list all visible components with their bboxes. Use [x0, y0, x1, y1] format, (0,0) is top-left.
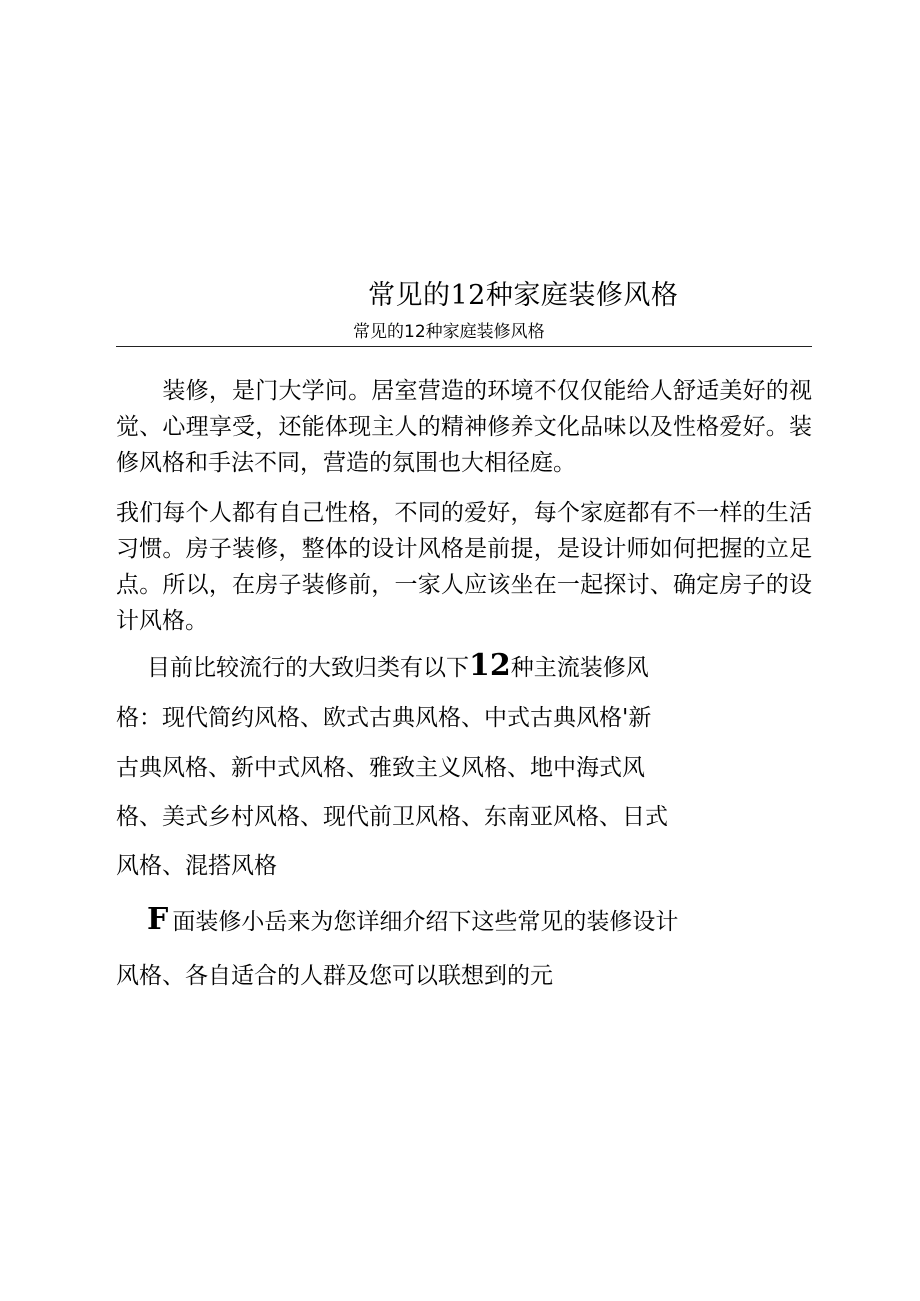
closing-text: 面装修小岳来为您详细介绍下这些常见的装修设计: [172, 909, 679, 935]
styles-list-line: 古典风格、新中式风格、雅致主义风格、地中海式风: [116, 755, 645, 781]
running-header: 常见的12种家庭装修风格: [353, 322, 545, 342]
styles-list-line: 风格、混搭风格: [116, 853, 277, 879]
styles-list-line: 格：现代简约风格、欧式古典风格、中式古典风格'新: [116, 705, 652, 731]
closing-line-2: 风格、各自适合的人群及您可以联想到的元: [116, 963, 553, 989]
styles-list-line: 格、美式乡村风格、现代前卫风格、东南亚风格、日式: [116, 804, 668, 830]
styles-intro-text: 目前比较流行的大致归类有以下: [147, 655, 469, 681]
paragraph-lifestyle: 我们每个人都有自己性格，不同的爱好，每个家庭都有不一样的生活习惯。房子装修，整体的设计风格是前提，是设计师如何把握的立足点。所以，在房子装修前，一家人应该坐在一起探讨、确定房子的设计风格。: [116, 500, 812, 634]
styles-intro-text-after: 种主流装修风: [510, 655, 649, 681]
paragraph-intro: 装修，是门大学问。居室营造的环境不仅仅能给人舒适美好的视觉、心理享受，还能体现主人的精神修养文化品味以及性格爱好。装修风格和手法不同，营造的氛围也大相径庭。: [116, 378, 812, 476]
header-divider: [116, 346, 812, 347]
styles-count: 12: [469, 648, 511, 683]
closing-initial: F: [147, 902, 169, 937]
page-title: 常见的12种家庭装修风格: [368, 280, 679, 311]
closing-line: [147, 902, 678, 940]
styles-intro-line: [147, 648, 649, 686]
